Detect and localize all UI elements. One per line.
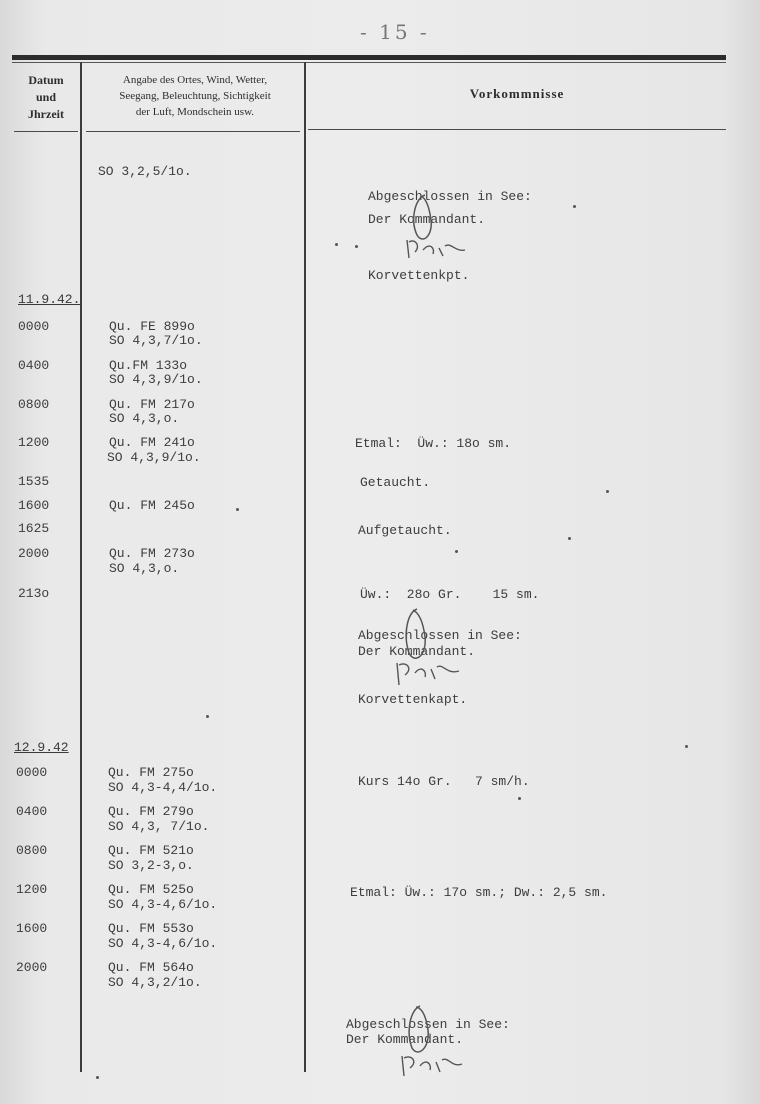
top-rule [12,55,726,60]
position: Qu. FM 279o [108,804,194,819]
header-datum: Datum und Jhrzeit [28,73,64,121]
speck [335,243,338,246]
header-underline-3 [308,129,726,130]
event: Üw.: 28o Gr. 15 sm. [360,587,540,602]
header-angabe: Angabe des Ortes, Wind, Wetter, Seegang, Beleuchtung, Sichtigkeit der Luft, Mondschein usw. [119,74,271,118]
speck [606,490,609,493]
day1-date: 11.9.42. [18,292,81,307]
column-divider-2 [304,62,306,1072]
time: 0800 [16,843,48,858]
day2-date: 12.9.42 [14,740,69,755]
speck [573,205,576,208]
closing2-rank: Korvettenkapt. [358,692,468,707]
column-divider-1 [80,62,82,1072]
time: 0000 [16,765,48,780]
top-rule-thin [12,62,726,63]
time: 1200 [16,882,48,897]
time: 213o [18,586,50,601]
closing1-line2: Der Kommandant. [368,212,486,227]
weather: SO 4,3-4,6/1o. [108,936,218,951]
speck [206,715,209,718]
speck [96,1076,99,1079]
closing3-line2: Der Kommandant. [346,1032,464,1047]
position: Qu. FM 241o [109,435,195,450]
weather: SO 4,3,7/1o. [109,333,203,348]
header-underline-2 [86,131,300,132]
weather: SO 4,3,9/1o. [109,372,203,387]
weather: SO 4,3, 7/1o. [108,819,210,834]
closing2-line1: Abgeschlossen in See: [358,628,522,643]
speck [236,508,239,511]
signature-mark-1 [395,190,485,265]
weather: SO 4,3,2/1o. [108,975,202,990]
time: 2000 [18,546,50,561]
speck [685,745,688,748]
position: Qu. FM 553o [108,921,194,936]
closing3-line1: Abgeschlossen in See: [346,1017,510,1032]
closing1-line1: Abgeschlossen in See: [368,189,532,204]
closing2-line2: Der Kommandant. [358,644,476,659]
position: Qu. FE 899o [109,319,195,334]
time: 0400 [18,358,50,373]
header-underline-1 [14,131,78,132]
time: 2000 [16,960,48,975]
position: Qu. FM 564o [108,960,194,975]
position: Qu. FM 275o [108,765,194,780]
position: Qu. FM 273o [109,546,195,561]
speck [568,537,571,540]
weather: SO 3,2-3,o. [108,858,194,873]
event: Etmal: Üw.: 17o sm.; Dw.: 2,5 sm. [350,885,608,900]
position: Qu. FM 521o [108,843,194,858]
top-weather: SO 3,2,5/1o. [98,164,192,179]
weather: SO 4,3,o. [109,561,180,576]
page-number: - 15 - [360,20,430,44]
time: 1600 [18,498,50,513]
speck [355,245,358,248]
time: 0400 [16,804,48,819]
time: 1625 [18,521,50,536]
speck [518,797,521,800]
event: Getaucht. [360,475,431,490]
time: 0800 [18,397,50,412]
position: Qu. FM 525o [108,882,194,897]
signature-mark-2 [385,605,475,690]
event: Aufgetaucht. [358,523,452,538]
weather: SO 4,3,9/1o. [107,450,201,465]
weather: SO 4,3-4,6/1o. [108,897,218,912]
signature-mark-3 [392,1000,472,1080]
position: Qu. FM 217o [109,397,195,412]
closing1-rank: Korvettenkpt. [368,268,470,283]
header-vorkommnisse: Vorkommnisse [469,86,565,101]
weather: SO 4,3-4,4/1o. [108,780,218,795]
position: Qu. FM 245o [109,498,195,513]
time: 1600 [16,921,48,936]
time: 0000 [18,319,50,334]
position: Qu.FM 133o [109,358,188,373]
event: Etmal: Üw.: 18o sm. [355,436,512,451]
speck [455,550,458,553]
time: 1535 [18,474,50,489]
time: 1200 [18,435,50,450]
weather: SO 4,3,o. [109,411,180,426]
event: Kurs 14o Gr. 7 sm/h. [358,774,530,789]
